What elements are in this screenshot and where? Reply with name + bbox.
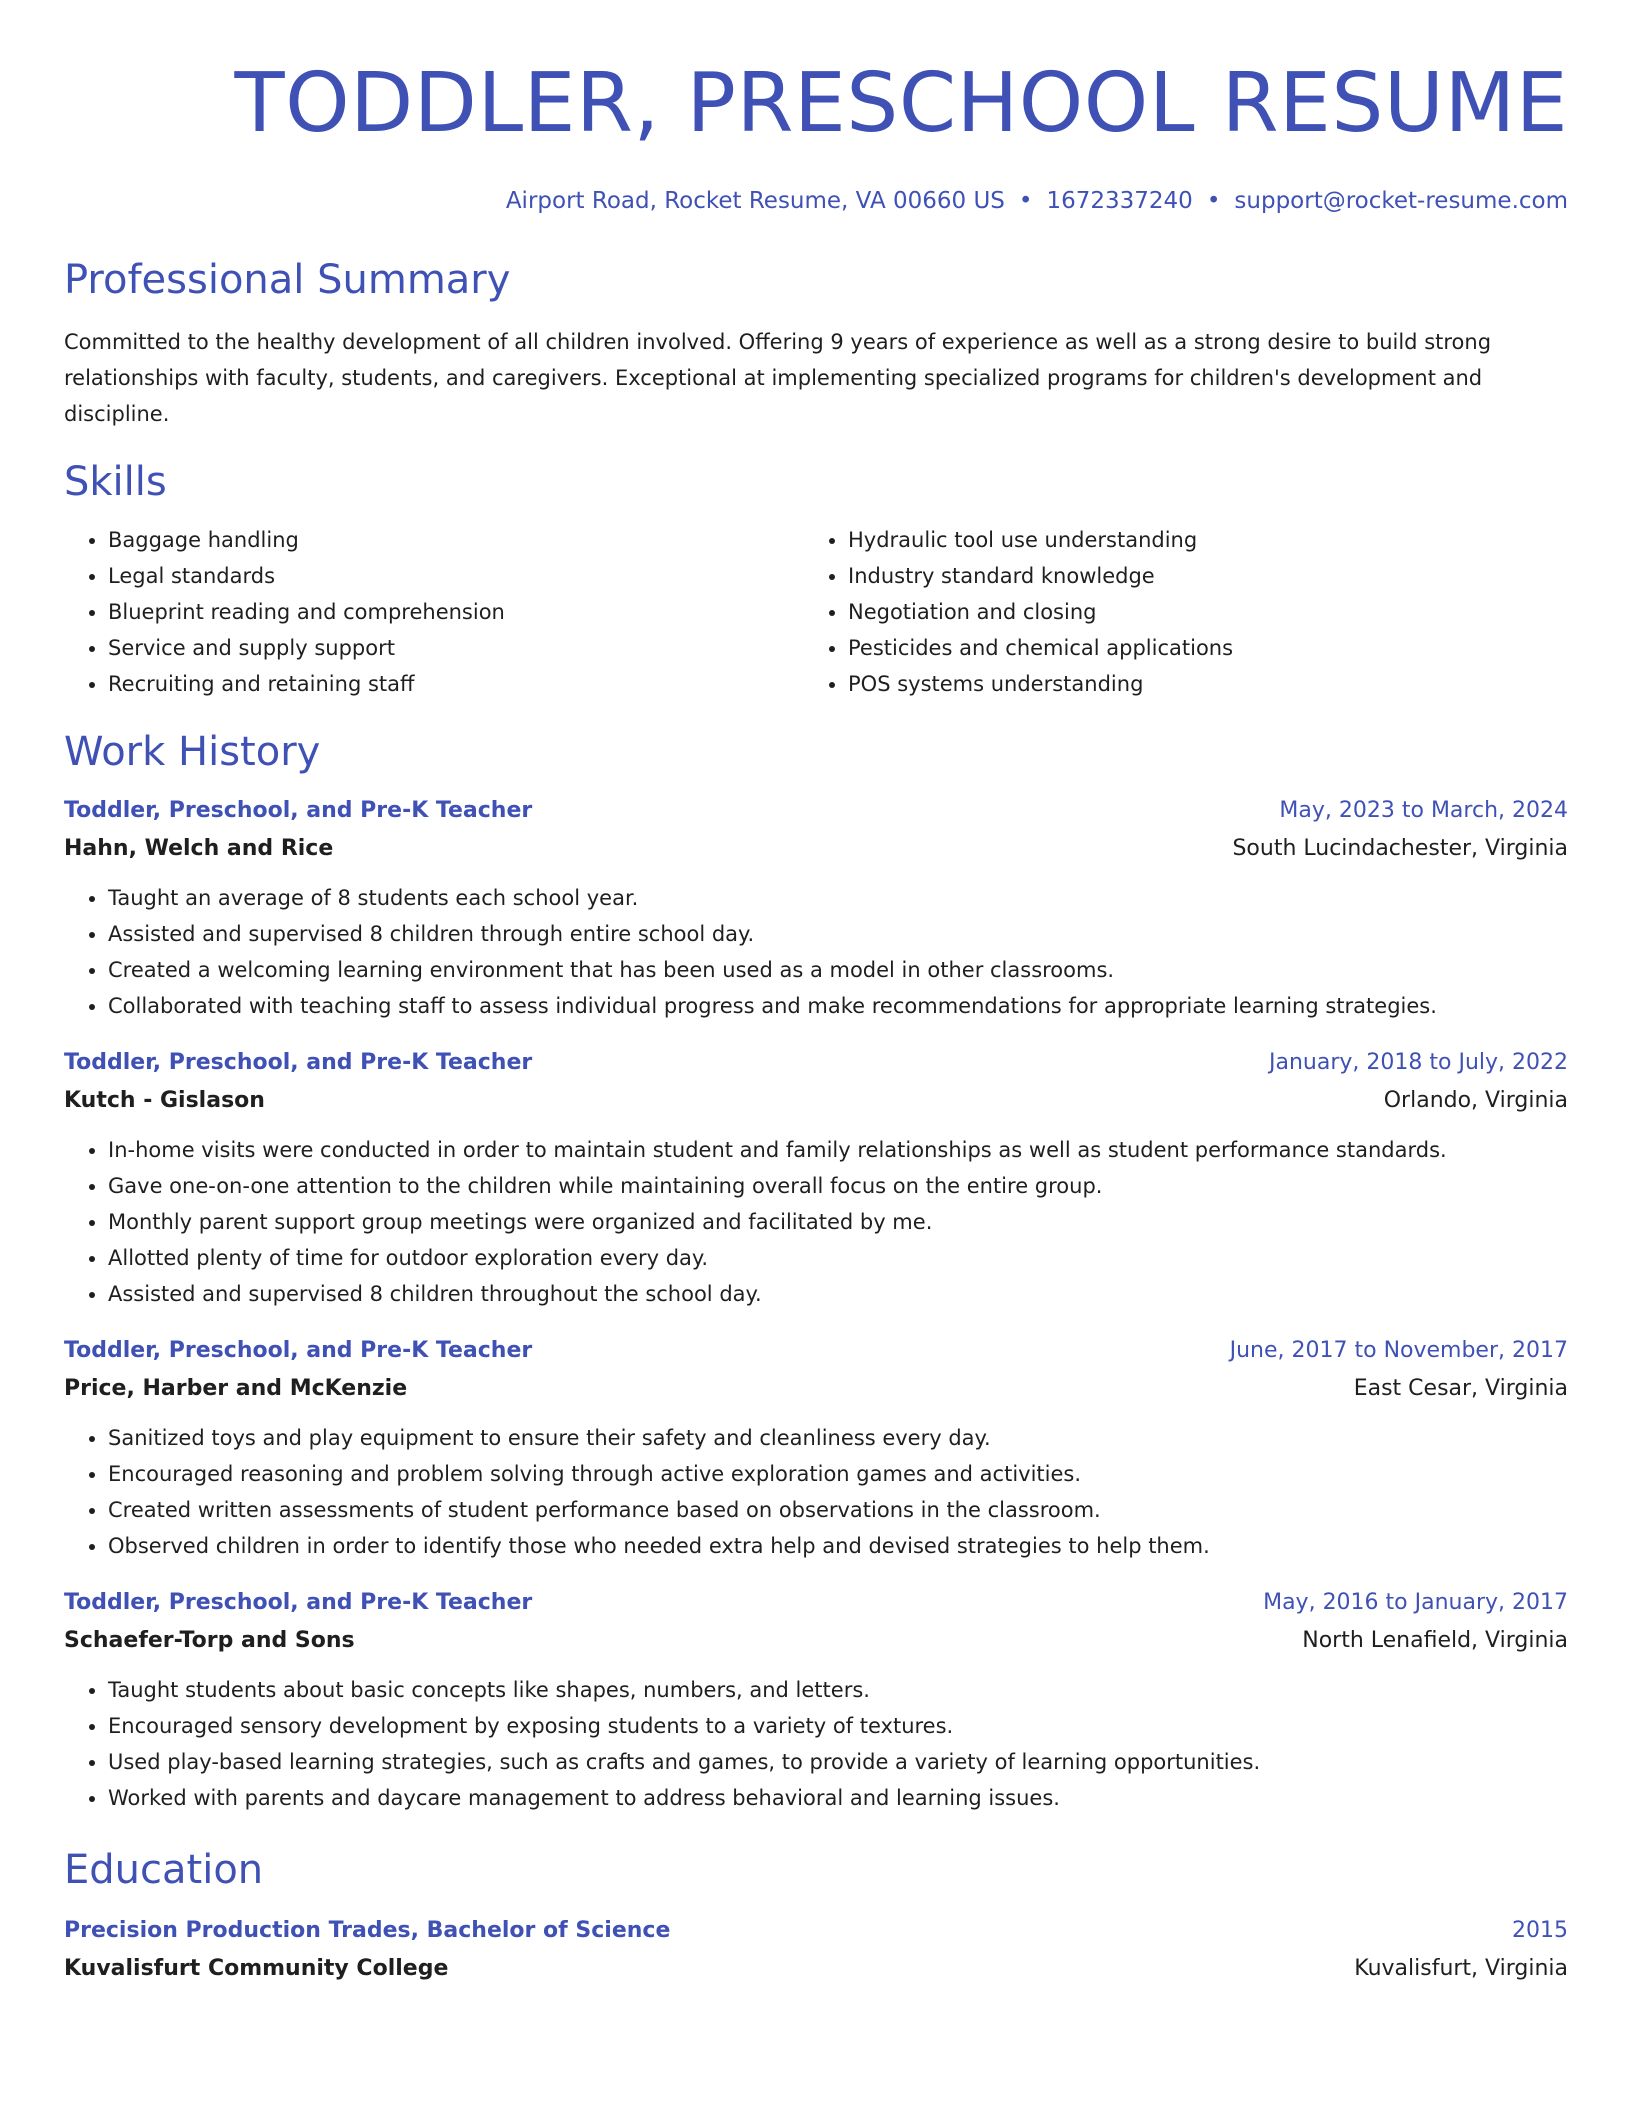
education-heading: Education [64, 1847, 264, 1893]
skill-item: • Recruiting and retaining staff [108, 666, 804, 702]
job-dates: June, 2017 to November, 2017 [1229, 1338, 1568, 1363]
job-location: South Lucindachester, Virginia [1232, 836, 1568, 861]
work-history-heading: Work History [64, 729, 321, 775]
education-degree: Precision Production Trades, Bachelor of Science [64, 1918, 671, 1943]
job-company-row [64, 1618, 1568, 1656]
skill-item: • Blueprint reading and comprehension [108, 594, 804, 630]
job-company-row [64, 826, 1568, 864]
job-title: Toddler, Preschool, and Pre-K Teacher [64, 798, 533, 823]
job-company-row [64, 1078, 1568, 1116]
job-bullets [64, 1672, 1568, 1816]
job-dates: May, 2023 to March, 2024 [1279, 798, 1568, 823]
resume-title: TODDLER, PRESCHOOL RESUME [234, 56, 1568, 151]
job-bullet: • Gave one-on-one attention to the children while maintaining overall focus on the entire group. [108, 1168, 1568, 1204]
resume-header [64, 56, 1568, 216]
education-degree-row [64, 1916, 1568, 1946]
job-bullet: • Created a welcoming learning environment that has been used as a model in other classrooms. [108, 952, 1568, 988]
contact-line [64, 186, 1568, 216]
job-company: Price, Harber and McKenzie [64, 1376, 408, 1401]
job-title-row [64, 796, 1568, 826]
job-location: North Lenafield, Virginia [1302, 1628, 1568, 1653]
job-title-row [64, 1048, 1568, 1078]
skill-item: • Service and supply support [108, 630, 804, 666]
job-bullet: • Assisted and supervised 8 children throughout the school day. [108, 1276, 1568, 1312]
job-dates: May, 2016 to January, 2017 [1263, 1590, 1568, 1615]
job-company-row [64, 1366, 1568, 1404]
job-company: Hahn, Welch and Rice [64, 836, 334, 861]
skills-list-right [804, 522, 1544, 702]
skill-item: • Pesticides and chemical applications [848, 630, 1544, 666]
summary-heading: Professional Summary [64, 257, 511, 303]
job-title: Toddler, Preschool, and Pre-K Teacher [64, 1590, 533, 1615]
contact-address: Airport Road, Rocket Resume, VA 00660 US [505, 188, 1005, 214]
education-location: Kuvalisfurt, Virginia [1354, 1956, 1568, 1981]
job-title-row [64, 1336, 1568, 1366]
job-entry [64, 1336, 1568, 1564]
job-bullet: • Monthly parent support group meetings were organized and facilitated by me. [108, 1204, 1568, 1240]
skill-item: • Industry standard knowledge [848, 558, 1544, 594]
job-title-row [64, 1588, 1568, 1618]
job-bullets [64, 1420, 1568, 1564]
job-title: Toddler, Preschool, and Pre-K Teacher [64, 1338, 533, 1363]
job-bullet: • Taught students about basic concepts like shapes, numbers, and letters. [108, 1672, 1568, 1708]
job-bullet: • Created written assessments of student performance based on observations in the classroom. [108, 1492, 1568, 1528]
skill-item: • Hydraulic tool use understanding [848, 522, 1544, 558]
job-title: Toddler, Preschool, and Pre-K Teacher [64, 1050, 533, 1075]
job-bullet: • Used play-based learning strategies, such as crafts and games, to provide a variety of learning opportunities. [108, 1744, 1568, 1780]
education-year: 2015 [1512, 1918, 1568, 1943]
job-bullet: • Encouraged sensory development by exposing students to a variety of textures. [108, 1708, 1568, 1744]
job-bullet: • Allotted plenty of time for outdoor exploration every day. [108, 1240, 1568, 1276]
skill-item: • Legal standards [108, 558, 804, 594]
job-company: Kutch - Gislason [64, 1088, 265, 1113]
skills-grid [64, 522, 1568, 702]
summary-text: Committed to the healthy development of all children involved. Offering 9 years of experience as well as a strong desire to build strong relationships with faculty, students, and caregivers. Exceptional at implementing specialized programs for children's development and discipline. [64, 330, 1492, 426]
contact-separator: • [1018, 188, 1033, 214]
skill-item: • Negotiation and closing [848, 594, 1544, 630]
skill-item: • POS systems understanding [848, 666, 1544, 702]
job-entry [64, 796, 1568, 1024]
job-bullet: • Assisted and supervised 8 children through entire school day. [108, 916, 1568, 952]
job-location: East Cesar, Virginia [1353, 1376, 1568, 1401]
job-dates: January, 2018 to July, 2022 [1269, 1050, 1568, 1075]
job-location: Orlando, Virginia [1383, 1088, 1568, 1113]
job-bullet: • Worked with parents and daycare management to address behavioral and learning issues. [108, 1780, 1568, 1816]
education-school: Kuvalisfurt Community College [64, 1956, 449, 1981]
job-bullet: • Encouraged reasoning and problem solving through active exploration games and activities. [108, 1456, 1568, 1492]
job-entry [64, 1588, 1568, 1816]
contact-email: support@rocket-resume.com [1234, 188, 1568, 214]
education-entry [64, 1916, 1568, 1984]
job-bullets [64, 1132, 1568, 1312]
job-entry [64, 1048, 1568, 1312]
job-bullet: • Taught an average of 8 students each school year. [108, 880, 1568, 916]
skill-item: • Baggage handling [108, 522, 804, 558]
job-bullets [64, 880, 1568, 1024]
job-company: Schaefer-Torp and Sons [64, 1628, 355, 1653]
education-school-row [64, 1946, 1568, 1984]
contact-phone: 1672337240 [1046, 188, 1193, 214]
job-bullet: • Observed children in order to identify those who needed extra help and devised strategies to help them. [108, 1528, 1568, 1564]
job-bullet: • In-home visits were conducted in order to maintain student and family relationships as well as student performance standards. [108, 1132, 1568, 1168]
job-bullet: • Sanitized toys and play equipment to ensure their safety and cleanliness every day. [108, 1420, 1568, 1456]
skills-heading: Skills [64, 459, 167, 505]
skills-list-left [64, 522, 804, 702]
contact-separator: • [1206, 188, 1221, 214]
job-bullet: • Collaborated with teaching staff to assess individual progress and make recommendations for appropriate learning strategies. [108, 988, 1568, 1024]
